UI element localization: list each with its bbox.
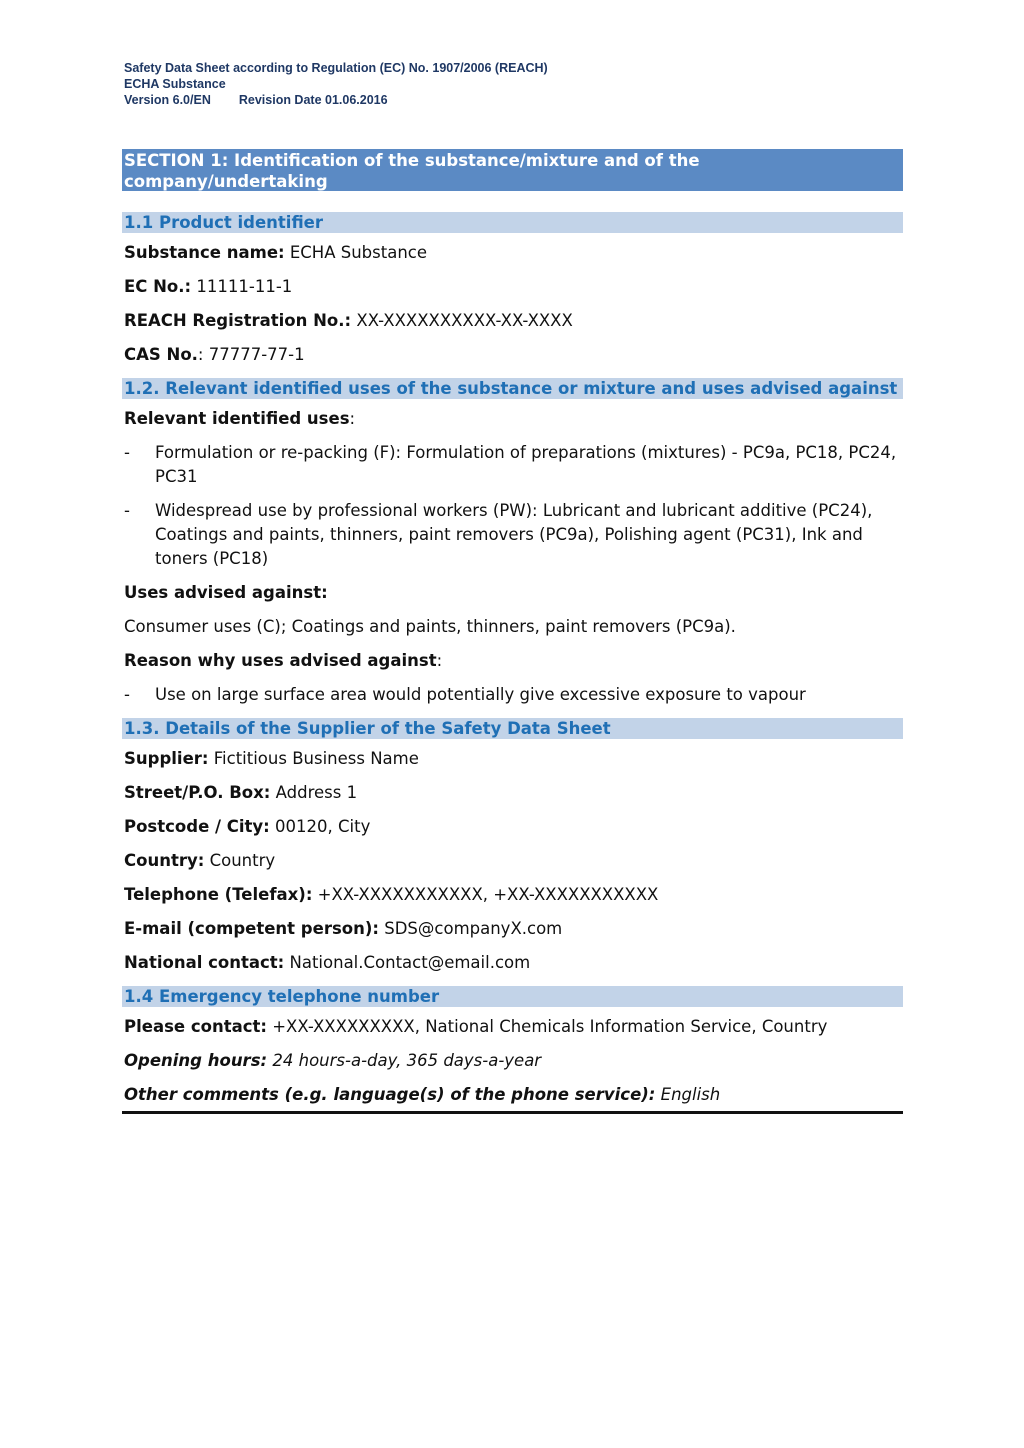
- header-version: Version 6.0/EN: [124, 93, 211, 107]
- opening-hours-value: 24 hours-a-day, 365 days-a-year: [267, 1051, 542, 1070]
- reason-heading: [122, 649, 903, 673]
- street-line: [122, 781, 903, 805]
- postcode-line: [122, 815, 903, 839]
- section-end-rule: [122, 1111, 903, 1114]
- list-item-text: Use on large surface area would potentially give excessive exposure to vapour: [155, 685, 806, 704]
- uses-advised-against-text: Consumer uses (C); Coatings and paints, thinners, paint removers (PC9a).: [124, 617, 736, 636]
- list-dash: -: [124, 685, 130, 704]
- subsection-1-2-heading: 1.2. Relevant identified uses of the substance or mixture and uses advised against: [122, 378, 903, 399]
- list-item: [122, 499, 903, 571]
- supplier-value: Fictitious Business Name: [208, 749, 419, 768]
- email-label: E-mail (competent person):: [124, 919, 379, 938]
- email-value: SDS@companyX.com: [379, 919, 563, 938]
- street-label: Street/P.O. Box:: [124, 783, 271, 802]
- substance-name-label: Substance name:: [124, 243, 285, 262]
- reach-number-value: XX-XXXXXXXXXX-XX-XXXX: [351, 311, 573, 330]
- cas-number-line: [122, 343, 903, 367]
- list-item-text: Formulation or re-packing (F): Formulation of preparations (mixtures) - PC9a, PC18, PC24, PC31: [155, 443, 897, 486]
- reason-label: Reason why uses advised against: [124, 651, 437, 670]
- other-comments-line: [122, 1083, 903, 1107]
- identified-uses-label: Relevant identified uses: [124, 409, 350, 428]
- street-value: Address 1: [270, 783, 358, 802]
- list-item-text: Widespread use by professional workers (PW): Lubricant and lubricant additive (PC24), Coatings and paints, thinners, paint removers (PC9a), Polishing agent (PC31), Ink and toners (PC18): [155, 501, 873, 568]
- substance-name-value: ECHA Substance: [284, 243, 428, 262]
- emergency-contact-line: [122, 1015, 903, 1039]
- list-dash: -: [124, 501, 130, 520]
- supplier-line: [122, 747, 903, 771]
- list-item: [122, 441, 903, 489]
- header-regulation: Safety Data Sheet according to Regulation (EC) No. 1907/2006 (REACH): [124, 61, 548, 75]
- cas-number-value: : 77777-77-1: [197, 345, 305, 364]
- uses-advised-against-heading: [122, 581, 903, 605]
- emergency-contact-value: +XX-XXXXXXXXX, National Chemicals Information Service, Country: [266, 1017, 828, 1036]
- email-line: [122, 917, 903, 941]
- country-line: [122, 849, 903, 873]
- header-substance: ECHA Substance: [124, 77, 226, 91]
- list-item: [122, 683, 903, 707]
- postcode-value: 00120, City: [269, 817, 371, 836]
- ec-number-value: 11111-11-1: [191, 277, 293, 296]
- other-comments-label: Other comments (e.g. language(s) of the phone service):: [124, 1085, 656, 1104]
- reach-number-label: REACH Registration No.:: [124, 311, 352, 330]
- identified-uses-colon: :: [349, 409, 356, 428]
- telephone-value: +XX-XXXXXXXXXXX, +XX-XXXXXXXXXXX: [312, 885, 659, 904]
- other-comments-value: English: [655, 1085, 721, 1104]
- uses-advised-against-label: Uses advised against:: [124, 583, 328, 602]
- emergency-contact-label: Please contact:: [124, 1017, 267, 1036]
- ec-number-label: EC No.:: [124, 277, 192, 296]
- section-1-heading: SECTION 1: Identification of the substance/mixture and of the company/undertaking: [122, 149, 903, 191]
- subsection-1-4-heading: 1.4 Emergency telephone number: [122, 986, 903, 1007]
- list-dash: -: [124, 443, 130, 462]
- reason-colon: :: [436, 651, 443, 670]
- ec-number-line: [122, 275, 903, 299]
- header-revision-date: Revision Date 01.06.2016: [238, 93, 388, 107]
- header-version-line: [124, 92, 548, 108]
- national-contact-line: [122, 951, 903, 975]
- national-contact-label: National contact:: [124, 953, 285, 972]
- opening-hours-label: Opening hours:: [124, 1051, 268, 1070]
- subsection-1-1-heading: 1.1 Product identifier: [122, 212, 903, 233]
- national-contact-value: National.Contact@email.com: [284, 953, 531, 972]
- country-value: Country: [204, 851, 276, 870]
- country-label: Country:: [124, 851, 205, 870]
- substance-name-line: [122, 241, 903, 265]
- subsection-1-3-heading: 1.3. Details of the Supplier of the Safety Data Sheet: [122, 718, 903, 739]
- telephone-label: Telephone (Telefax):: [124, 885, 313, 904]
- postcode-label: Postcode / City:: [124, 817, 270, 836]
- telephone-line: [122, 883, 903, 907]
- identified-uses-heading: [122, 407, 903, 431]
- cas-number-label: CAS No.: [124, 345, 198, 364]
- reach-number-line: [122, 309, 903, 333]
- supplier-label: Supplier:: [124, 749, 209, 768]
- document-header: [124, 60, 548, 108]
- document-content: [122, 149, 903, 1114]
- opening-hours-line: [122, 1049, 903, 1073]
